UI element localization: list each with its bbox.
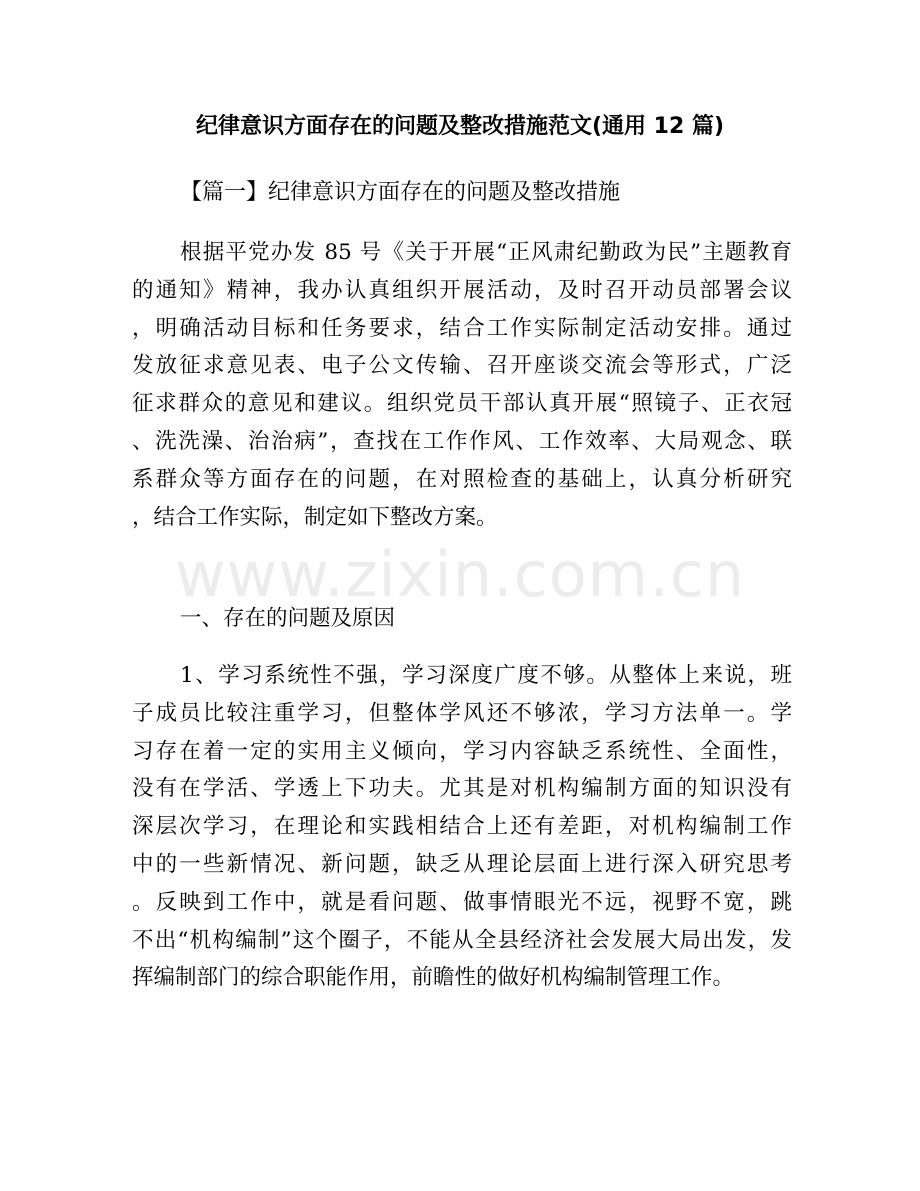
- paragraph-line: 子成员比较注重学习，但整体学风还不够浓，学习方法单一。学: [132, 700, 792, 726]
- paragraph-line: 没有在学活、学透上下功夫。尤其是对机构编制方面的知识没有: [132, 776, 792, 802]
- paragraph-line: ，结合工作实际，制定如下整改方案。: [132, 504, 498, 530]
- paragraph-line: 发放征求意见表、电子公文传输、召开座谈交流会等形式，广泛: [132, 353, 792, 379]
- paragraph-line: 习存在着一定的实用主义倾向，学习内容缺乏系统性、全面性，: [132, 738, 792, 764]
- paragraph-line: 。反映到工作中，就是看问题、做事情眼光不远，视野不宽，跳: [132, 889, 792, 915]
- document-title: 纪律意识方面存在的问题及整改措施范文(通用 12 篇): [195, 114, 725, 139]
- paragraph-line: 的通知》精神，我办认真组织开展活动，及时召开动员部署会议: [132, 277, 792, 303]
- watermark: www.zixin.com.cn: [174, 538, 746, 611]
- paragraph-problem-1: [132, 657, 792, 997]
- paragraph-line: 中的一些新情况、新问题，缺乏从理论层面上进行深入研究思考: [132, 851, 792, 877]
- paragraph-line: 不出“机构编制”这个圈子，不能从全县经济社会发展大局出发，发: [132, 927, 792, 953]
- paragraph-intro: [132, 234, 792, 536]
- paragraph-line: 、洗洗澡、治治病”，查找在工作作风、工作效率、大局观念、联: [132, 428, 792, 454]
- paragraph-line: 深层次学习，在理论和实践相结合上还有差距，对机构编制工作: [132, 814, 792, 840]
- subheading-problems: 一、存在的问题及原因: [180, 606, 396, 631]
- paragraph-line: 根据平党办发 85 号《关于开展“正风肃纪勤政为民”主题教育: [180, 240, 792, 265]
- section-heading: 【篇一】纪律意识方面存在的问题及整改措施: [180, 180, 621, 205]
- paragraph-line: 1、学习系统性不强，学习深度广度不够。从整体上来说，班: [180, 663, 792, 688]
- paragraph-line: ，明确活动目标和任务要求，结合工作实际制定活动安排。通过: [132, 315, 792, 341]
- paragraph-line: 征求群众的意见和建议。组织党员干部认真开展“照镜子、正衣冠: [132, 391, 792, 417]
- paragraph-line: 挥编制部门的综合职能作用，前瞻性的做好机构编制管理工作。: [132, 965, 735, 991]
- paragraph-line: 系群众等方面存在的问题，在对照检查的基础上，认真分析研究: [132, 466, 792, 492]
